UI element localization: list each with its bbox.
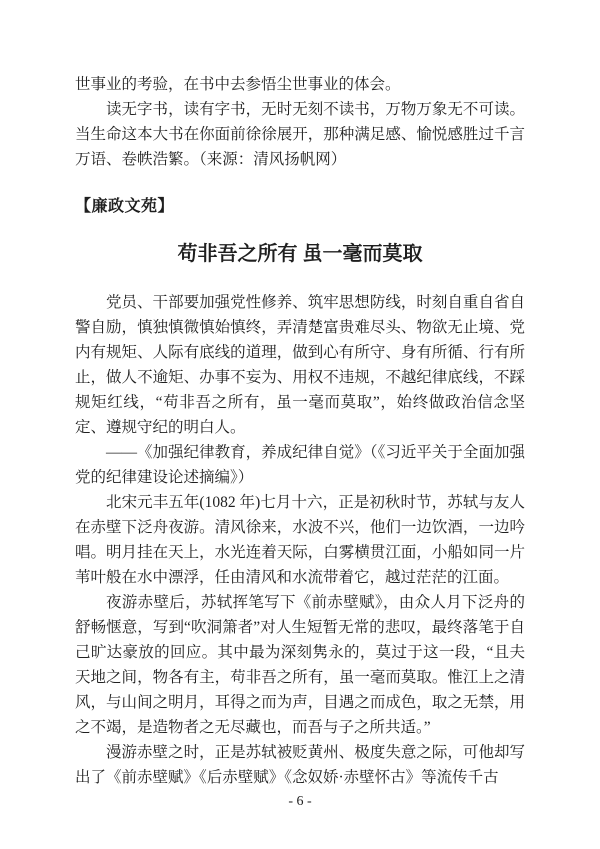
article-paragraph-4: 夜游赤壁后，苏轼挥笔写下《前赤壁赋》，由众人月下泛舟的舒畅惬意，写到“吹洞箫者”对人生短暂无常的悲叹，最终落笔于自己旷达豪放的回应。其中最为深刻隽永的，莫过于这一段，“且夫天地之间，物各有主，苟非吾之所有，虽一毫而莫取。惟江上之清风，与山间之明月，耳得之而为声，目遇之而成色，取之无禁，用之不竭，是造物者之无尽藏也，而吾与子之所共适。” [75,594,525,736]
article-paragraph-3: 北宋元丰五年(1082 年)七月十六，正是初秋时节，苏轼与友人在赤壁下泛舟夜游。清风徐来，水波不兴，他们一边饮酒，一边吟唱。明月挂在天上，水光连着天际，白雾横贯江面，小船如同一片苇叶般在水中漂浮，任由清风和水流带着它，越过茫茫的江面。 [75,494,525,586]
article-paragraph-5: 漫游赤壁之时，正是苏轼被贬黄州、极度失意之际，可他却写出了《前赤壁赋》《后赤壁赋》《念奴娇·赤壁怀古》等流传千古 [75,744,525,786]
section-header: 【廉政文苑】 [75,198,175,215]
article-paragraph-1: 党员、干部要加强党性修养、筑牢思想防线，时刻自重自省自警自励，慎独慎微慎始慎终，弄清楚富贵难尽头、物欲无止境、党内有规矩、人际有底线的道理，做到心有所守、身有所循、行有所止，做人不逾矩、办事不妄为、用权不违规，不越纪律底线，不踩规矩红线，“苟非吾之所有，虽一毫而莫取”，始终做政治信念坚定、遵规守纪的明白人。 [75,294,525,436]
page-number: - 6 - [288,794,312,809]
continuation-paragraph: 世事业的考验，在书中去参悟尘世事业的体会。 [75,76,401,93]
reading-paragraph: 读无字书，读有字书，无时无刻不读书，万物万象无不可读。当生命这本大书在你面前徐徐展开，那种满足感、愉悦感胜过千言万语、卷帙浩繁。（来源：清风扬帆网） [75,101,525,168]
article-title: 苟非吾之所有 虽一毫而莫取 [177,243,423,265]
article-paragraph-2-citation: ——《加强纪律教育，养成纪律自觉》（《习近平关于全面加强党的纪律建设论述摘编》） [75,444,525,486]
